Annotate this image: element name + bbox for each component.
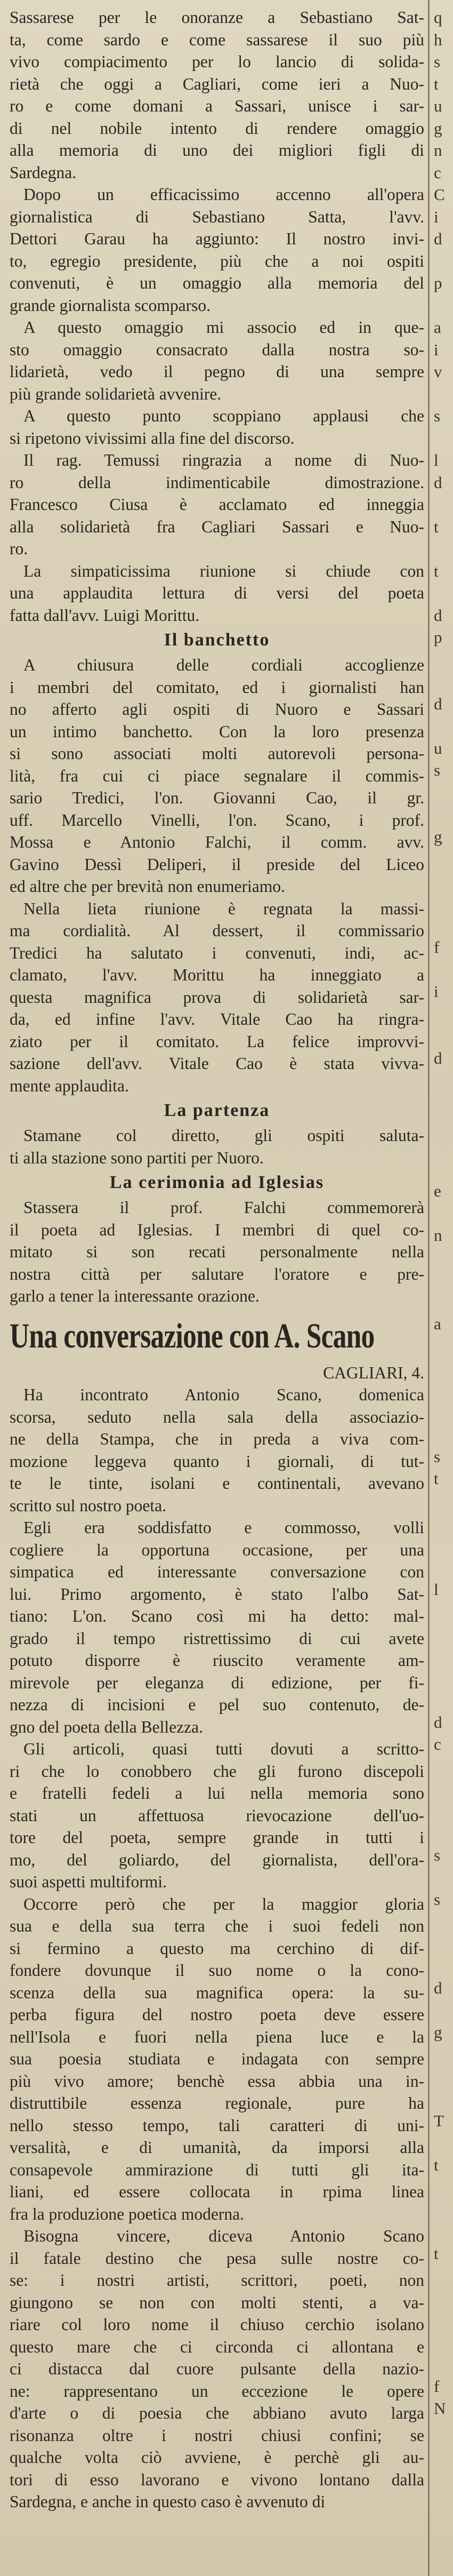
fragment-char: [434, 2553, 453, 2575]
fragment-char: d: [434, 605, 442, 625]
fragment-char: [434, 1025, 453, 1047]
text-line: ro della indimenticabile dimostrazione.: [10, 473, 424, 492]
fragment-char: [434, 1246, 453, 1269]
fragment-char: t: [434, 2155, 439, 2174]
fragment-char: [434, 959, 453, 981]
fragment-char: p: [434, 274, 442, 292]
text-line: Mossa e Antonio Falchi, il comm. avv.: [10, 833, 424, 851]
text-line: Sardegna.: [10, 163, 77, 182]
text-line: ziato per il comitato. La felice improvvi-: [10, 1032, 424, 1051]
fragment-char: [434, 2508, 453, 2531]
paragraph-3: [10, 316, 424, 405]
text-line: perba figura del nostro poeta deve essere: [10, 2005, 424, 2024]
text-line: Francesco Ciusa è acclamato ed inneggia: [10, 495, 424, 514]
fragment-char: a: [434, 1314, 441, 1333]
fragment-char: [434, 582, 453, 604]
paragraph-11: [10, 1384, 424, 1517]
subheading-iglesias: La cerimonia ad Iglesias: [109, 1173, 325, 1192]
fragment-char: [434, 1822, 453, 1844]
text-line: questo mare che ci circonda ci allontana e: [10, 2337, 424, 2356]
fragment-char: t: [434, 2244, 439, 2263]
fragment-char: [434, 383, 453, 405]
text-line: sua poesia studiata e indagata con sempre: [10, 2049, 424, 2068]
text-line: Nella lieta riunione è regnata la massi-: [23, 899, 424, 918]
paragraph-7: [10, 654, 424, 898]
text-line: gno del poeta della Bellezza.: [10, 1717, 203, 1736]
fragment-char: [434, 781, 453, 804]
fragment-char: q: [434, 8, 442, 27]
fragment-char: [434, 1623, 453, 1645]
fragment-char: g: [434, 827, 442, 846]
text-line: un intimo banchetto. Con la loro presenza: [10, 722, 424, 741]
text-line: tori di esso lavorano e vivono lontano dalla: [10, 2470, 424, 2489]
fragment-char: s: [434, 761, 441, 779]
text-line: tore del poeta, sempre grande in tutti i: [10, 1828, 424, 1847]
text-line: fatta dall'avv. Luigi Morittu.: [10, 605, 200, 625]
fragment-char: [434, 2331, 453, 2354]
fragment-char: [434, 1777, 453, 1800]
fragment-char: [434, 2198, 453, 2221]
fragment-char: e: [434, 1181, 441, 1200]
fragment-char: [434, 2353, 453, 2375]
fragment-char: d: [434, 1978, 442, 1997]
fragment-char: p: [434, 628, 442, 647]
text-line: cogliere la opportuna occasione, per una: [10, 1540, 424, 1559]
text-line: se: i nostri artisti, scrittori, poeti, non: [10, 2271, 424, 2290]
text-line: risonanza oltre i nostri chiusi confini; se: [10, 2426, 424, 2445]
text-line: A questo punto scoppiano applausi che: [23, 406, 424, 425]
text-line: ne: rappresentano un eccezione le opere: [10, 2381, 424, 2400]
fragment-char: a: [434, 318, 441, 337]
text-line: rietà che oggi a Cagliari, come ieri a Nuo-: [10, 74, 424, 93]
fragment-char: n: [434, 141, 442, 159]
text-line: d'arte o di poesia che abbiano avuto larga: [10, 2404, 424, 2422]
fragment-char: C: [434, 185, 445, 204]
fragment-char: [434, 649, 453, 671]
fragment-char: [434, 294, 453, 317]
fragment-char: [434, 671, 453, 693]
text-line: vivo compiacimento per lo lancio di solida-: [10, 52, 424, 71]
fragment-char: d: [434, 229, 442, 248]
text-line: si sono associati molti autorevoli persona-: [10, 744, 424, 763]
fragment-char: [434, 2442, 453, 2464]
fragment-char: [434, 1689, 453, 1711]
paragraph-13: [10, 1738, 424, 1893]
paragraph-6: [10, 560, 424, 627]
text-line: si ripetono vivissimi alla fine del discorso.: [10, 428, 295, 448]
fragment-char: [434, 2287, 453, 2309]
text-line: Tredici ha salutato i convenuti, indi, ac-: [10, 943, 424, 962]
fragment-char: g: [434, 2022, 442, 2041]
fragment-char: [434, 427, 453, 450]
fragment-char: [434, 1910, 453, 1933]
fragment-char: [434, 1158, 453, 1180]
fragment-char: [434, 1800, 453, 1822]
fragment-char: t: [434, 1469, 439, 1488]
text-line: nello stesso tempo, tali caratteri di uni-: [10, 2116, 424, 2135]
fragment-char: [434, 2486, 453, 2508]
paragraph-1: [10, 6, 424, 184]
fragment-char: u: [434, 97, 442, 115]
fragment-char: [434, 715, 453, 737]
subheading-banchetto: Il banchetto: [164, 630, 270, 650]
fragment-char: [434, 1335, 453, 1357]
paragraph-10: [10, 1197, 424, 1307]
fragment-char: [434, 1667, 453, 1689]
fragment-char: [434, 538, 453, 560]
fragment-char: [434, 1512, 453, 1534]
text-line: ma cordialità. Al dessert, il commissario: [10, 921, 424, 940]
text-line: fra la produzione poetica moderna.: [10, 2204, 244, 2223]
text-line: te le tinte, isolani e continentali, avevano: [10, 1474, 424, 1493]
fragment-char: [434, 1423, 453, 1446]
text-line: to, egregio presidente, più che a noi ospiti: [10, 251, 424, 270]
text-line: questa magnifica prova di solidarietà sar-: [10, 987, 424, 1007]
fragment-char: d: [434, 1048, 442, 1067]
text-line: Ha incontrato Antonio Scano, domenica: [23, 1385, 424, 1404]
text-line: potuto disporre è riuscito veramente am-: [10, 1651, 424, 1670]
fragment-char: [434, 1379, 453, 1401]
paragraph-2: [10, 184, 424, 316]
fragment-char: [434, 892, 453, 914]
fragment-char: [434, 1490, 453, 1512]
fragment-char: [434, 2087, 453, 2110]
fragment-char: u: [434, 738, 442, 757]
fragment-char: h: [434, 30, 442, 49]
fragment-char: [434, 1534, 453, 1557]
fragment-char: f: [434, 2376, 440, 2396]
fragment-char: c: [434, 163, 441, 182]
column-rule: [428, 0, 430, 2576]
fragment-char: [434, 1091, 453, 1114]
fragment-char: [434, 1269, 453, 1291]
fragment-char: i: [434, 982, 439, 1001]
text-line: ed altre che per brevità non enumeriamo.: [10, 877, 285, 896]
fragment-char: [434, 1290, 453, 1313]
text-line: lità, fra cui ci piace segnalare il commis-: [10, 766, 424, 785]
fragment-char: [434, 1999, 453, 2021]
text-line: Sassarese per le onoranze a Sebastiano Sat-: [10, 8, 424, 27]
fragment-char: [434, 1600, 453, 1623]
text-line: ta, come sardo e come sassarese il suo più: [10, 30, 424, 49]
fragment-char: c: [434, 1735, 441, 1753]
text-line: ti alla stazione sono partiti per Nuoro.: [10, 1148, 264, 1167]
fragment-char: [434, 1955, 453, 1977]
text-line: grado il tempo ristrettissimo di cui avete: [10, 1629, 424, 1648]
text-line: nezza di incisioni e pel suo contenuto, de-: [10, 1695, 424, 1714]
text-line: La simpaticissima riunione si chiude con: [23, 561, 424, 580]
paragraph-9: [10, 1124, 424, 1169]
fragment-char: [434, 1756, 453, 1778]
fragment-char: [434, 2264, 453, 2287]
text-line: ro e come domani a Sassari, unisce i sar-: [10, 97, 424, 115]
fragment-char: [434, 1933, 453, 1955]
text-line: Gavino Dessì Deliperi, il preside del Liceo: [10, 855, 424, 874]
fragment-char: [434, 870, 453, 892]
text-line: liani, ed essere collocata in rpima linea: [10, 2182, 424, 2201]
fragment-char: t: [434, 74, 439, 93]
fragment-char: T: [434, 2111, 444, 2130]
text-line: ro.: [10, 539, 28, 558]
fragment-char: g: [434, 118, 442, 138]
text-line: una applaudita lettura di versi del poeta: [10, 584, 424, 602]
text-line: qualche volta ciò avviene, è perchè gli au-: [10, 2448, 424, 2467]
text-line: convenuti, è un omaggio alla memoria del: [10, 274, 424, 292]
fragment-char: s: [434, 52, 441, 71]
text-line: scritto sul nostro poeta.: [10, 1496, 166, 1515]
text-line: sario Tredici, l'on. Giovanni Cao, il gr.: [10, 788, 424, 807]
text-line: Bisogna vincere, diceva Antonio Scano: [23, 2227, 424, 2245]
fragment-char: [434, 1136, 453, 1158]
fragment-char: t: [434, 561, 439, 580]
text-line: versalità, e di umanità, da imporsi alla: [10, 2138, 424, 2157]
text-line: mozione leggeva quanto i giornali, di tut-: [10, 1452, 424, 1471]
text-line: scenza della sua magnifica opera: la su-: [10, 1983, 424, 2002]
text-line: lui. Primo argomento, è stato l'albo Sat-: [10, 1584, 424, 1604]
text-line: ci distacca dal cuore pulsante della nazio-: [10, 2359, 424, 2378]
text-line: ne della Stampa, che in preda a viva com-: [10, 1430, 424, 1448]
article-column: [10, 6, 424, 2513]
paragraph-12: [10, 1517, 424, 1738]
text-line: A chiusura delle cordiali accoglienze: [23, 656, 424, 674]
text-line: il fatale destino che pesa sulle nostre co-: [10, 2248, 424, 2268]
text-line: mo, del goliardo, del giornalista, dell'ora-: [10, 1850, 424, 1869]
fragment-char: [434, 1357, 453, 1379]
text-line: più grande solidarietà avvenire.: [10, 384, 222, 403]
text-line: A questo omaggio mi associo ed in que-: [23, 318, 424, 337]
text-line: sua e della sua terra che i suoi fedeli non: [10, 1917, 424, 1935]
fragment-char: i: [434, 207, 439, 226]
text-line: consapevole ammirazione di tutti gli ita-: [10, 2160, 424, 2179]
fragment-char: s: [434, 1889, 441, 1909]
paragraph-14: [10, 1893, 424, 2226]
text-line: grande giornalista scomparso.: [10, 296, 211, 315]
text-line: Egli era soddisfatto e commosso, volli: [23, 1518, 424, 1537]
paragraph-8: [10, 898, 424, 1097]
text-line: uff. Marcello Vinelli, l'on. Scano, i prof.: [10, 810, 424, 830]
adjacent-column-fragment: [434, 6, 453, 2576]
text-line: Il rag. Temussi ringrazia a nome di Nuo-: [23, 451, 424, 469]
text-line: sazione dell'avv. Vitale Cao è stata vivva-: [10, 1054, 424, 1073]
fragment-char: [434, 2065, 453, 2088]
fragment-char: [434, 914, 453, 937]
text-line: Stassera il prof. Falchi commemorerà: [23, 1198, 424, 1217]
text-line: giornalistica di Sebastiano Satta, l'avv.: [10, 207, 424, 226]
paragraph-4: [10, 405, 424, 449]
text-line: Sardegna, e anche in questo caso è avvenuto di: [10, 2492, 326, 2511]
fragment-char: [434, 1866, 453, 1888]
fragment-char: [434, 1113, 453, 1136]
fragment-char: [434, 2176, 453, 2198]
text-line: giungono se non con molti stenti, a va-: [10, 2293, 424, 2312]
text-line: tiano: L'on. Scano così mi ha detto: mal-: [10, 1607, 424, 1625]
text-line: il poeta ad Iglesias. I membri di quel co-: [10, 1220, 424, 1239]
fragment-char: [434, 2132, 453, 2154]
fragment-char: d: [434, 694, 442, 713]
dateline: CAGLIARI, 4.: [323, 1363, 424, 1382]
text-line: Occorre però che per la maggior gloria: [23, 1894, 424, 1913]
text-line: garlo a tener la interessante orazione.: [10, 1287, 260, 1305]
text-line: sto omaggio consacrato dalla nostra so-: [10, 340, 424, 359]
text-line: Dopo un efficacissimo accenno all'opera: [23, 185, 424, 204]
paragraph-5: [10, 449, 424, 560]
fragment-char: d: [434, 473, 442, 492]
headline-conversazione: Una conversazione con A. Scano: [10, 1316, 375, 1355]
text-line: suoi aspetti multiformi.: [10, 1872, 167, 1891]
text-line: Dettori Garau ha aggiunto: Il nostro invi-: [10, 229, 424, 248]
fragment-char: [434, 1003, 453, 1025]
text-line: scorsa, seduto nella sala della associazio-: [10, 1407, 424, 1426]
text-line: da, ed infine l'avv. Vitale Cao ha ringra-: [10, 1010, 424, 1028]
subheading-partenza: La partenza: [164, 1100, 270, 1120]
fragment-char: [434, 1202, 453, 1224]
fragment-char: [434, 1645, 453, 1667]
fragment-char: [434, 2464, 453, 2486]
fragment-char: v: [434, 362, 442, 381]
fragment-char: d: [434, 1712, 442, 1732]
fragment-char: s: [434, 1845, 441, 1864]
text-line: clamato, l'avv. Morittu ha inneggiato a: [10, 966, 424, 984]
text-line: i membri del comitato, ed i giornalisti han: [10, 677, 424, 697]
fragment-char: l: [434, 1580, 439, 1599]
text-line: simpatica ed interessante conversazione con: [10, 1562, 424, 1581]
fragment-char: n: [434, 1225, 442, 1245]
fragment-char: [434, 493, 453, 516]
text-line: lidarietà, vedo il pegno di una sempre: [10, 362, 424, 381]
fragment-char: [434, 1401, 453, 1424]
fragment-char: [434, 2220, 453, 2243]
fragment-char: [434, 2309, 453, 2331]
text-line: riare col loro nome il chiuso cerchio isolano: [10, 2315, 424, 2334]
text-line: mirevole per eleganza di edizione, per fi-: [10, 1673, 424, 1692]
fragment-char: s: [434, 406, 441, 425]
text-line: ri che lo conobbero che gli furono discepoli: [10, 1761, 424, 1781]
text-line: alla solidarietà fra Cagliari Sassari e Nuo-: [10, 517, 424, 536]
text-line: no afferto agli ospiti di Nuoro e Sassari: [10, 700, 424, 719]
text-line: stati un affettuosa rievocazione dell'uo-: [10, 1806, 424, 1825]
paragraph-15: [10, 2225, 424, 2513]
text-line: nell'Isola e fuori nella piena luce e la: [10, 2027, 424, 2046]
fragment-char: [434, 2043, 453, 2065]
fragment-char: t: [434, 517, 439, 536]
fragment-char: [434, 1069, 453, 1091]
fragment-char: N: [434, 2399, 446, 2418]
fragment-char: s: [434, 1447, 441, 1466]
text-line: Gli articoli, quasi tutti dovuti a scritto-: [23, 1740, 424, 1758]
text-line: mitato si son recati personalmente nella: [10, 1242, 424, 1261]
fragment-char: f: [434, 938, 440, 956]
text-line: nostra città per salutare l'oratore e pre-: [10, 1264, 424, 1283]
text-line: più vivo amore; benchè essa abbia una in-: [10, 2071, 424, 2091]
fragment-char: [434, 803, 453, 826]
text-line: fondere dovunque il suo nome o la cono-: [10, 1961, 424, 1980]
fragment-char: [434, 2530, 453, 2553]
text-line: si fermino a questo ma cerchino di dif-: [10, 1939, 424, 1958]
fragment-char: [434, 250, 453, 273]
text-line: alla memoria di uno dei migliori figli di: [10, 141, 424, 159]
text-line: e fratelli fedeli a lui nella memoria sono: [10, 1784, 424, 1803]
text-line: distruttibile essenza regionale, pure ha: [10, 2094, 424, 2112]
text-line: Stamane col diretto, gli ospiti saluta-: [23, 1126, 424, 1145]
fragment-char: [434, 848, 453, 870]
text-line: di nel nobile intento di rendere omaggio: [10, 118, 424, 138]
fragment-char: [434, 1556, 453, 1578]
fragment-char: l: [434, 451, 439, 469]
text-line: mente applaudita.: [10, 1076, 129, 1095]
fragment-char: [434, 2420, 453, 2442]
fragment-char: i: [434, 340, 439, 359]
